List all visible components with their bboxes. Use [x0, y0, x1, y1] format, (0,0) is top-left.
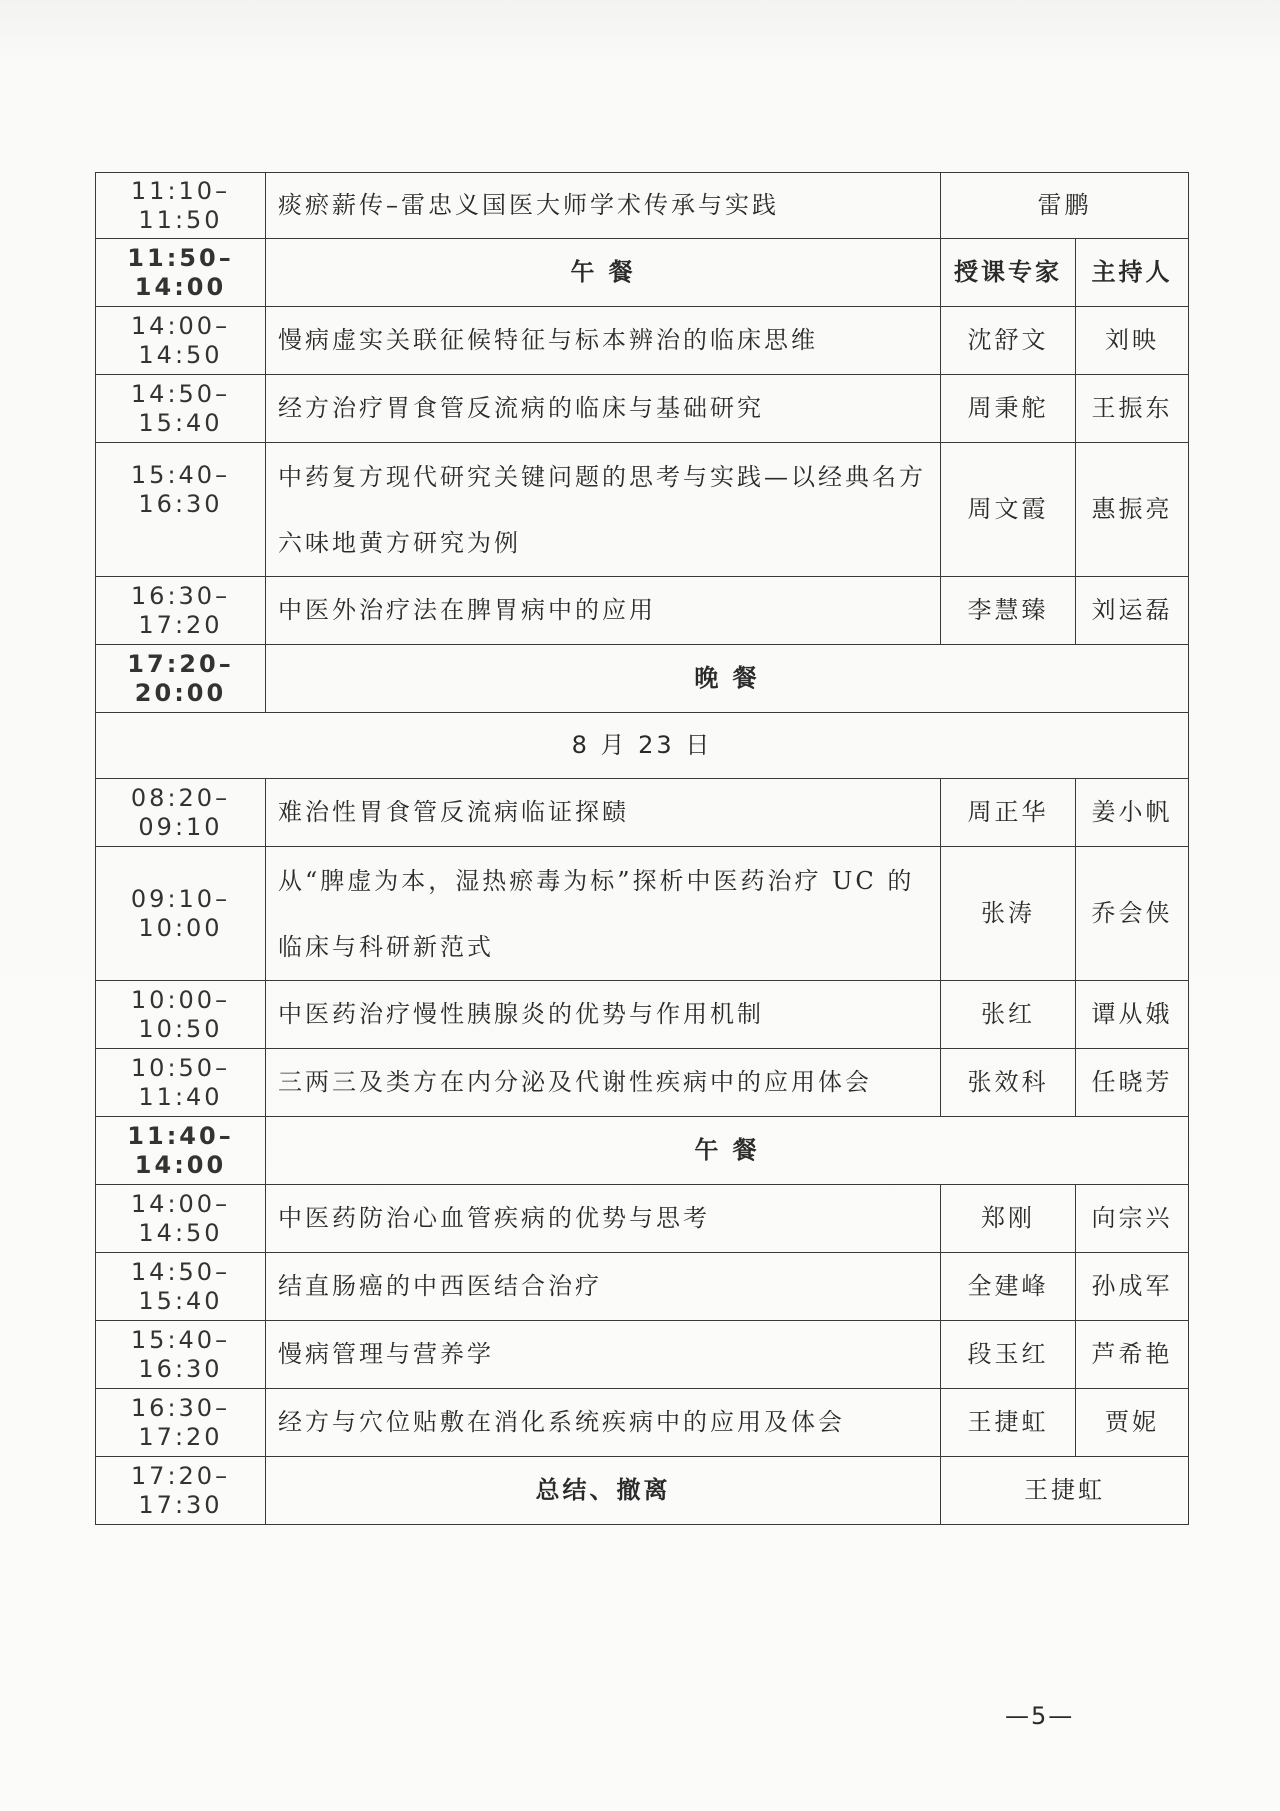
meal-label: 午 餐: [266, 1117, 1189, 1185]
time-cell: 15:40–16:30: [96, 443, 266, 577]
host-cell: 向宗兴: [1076, 1185, 1189, 1253]
schedule-row: [96, 847, 1189, 981]
host-cell: 刘运磊: [1076, 577, 1189, 645]
topic-cell: 慢病管理与营养学: [266, 1321, 941, 1389]
host-cell: 任晓芳: [1076, 1049, 1189, 1117]
host-cell: 乔会侠: [1076, 847, 1189, 981]
time-cell: 16:30–17:20: [96, 577, 266, 645]
schedule-row: [96, 307, 1189, 375]
time-cell: 14:50–15:40: [96, 375, 266, 443]
expert-cell: 周秉舵: [941, 375, 1076, 443]
expert-cell: 李慧臻: [941, 577, 1076, 645]
schedule-row: [96, 375, 1189, 443]
date-row: [96, 713, 1189, 779]
topic-cell: 难治性胃食管反流病临证探赜: [266, 779, 941, 847]
host-cell: 惠振亮: [1076, 443, 1189, 577]
expert-cell: 张效科: [941, 1049, 1076, 1117]
host-cell: 贾妮: [1076, 1389, 1189, 1457]
host-cell: 刘映: [1076, 307, 1189, 375]
schedule-row: [96, 1117, 1189, 1185]
time-cell: 14:50–15:40: [96, 1253, 266, 1321]
host-cell: 芦希艳: [1076, 1321, 1189, 1389]
expert-cell: 郑刚: [941, 1185, 1076, 1253]
topic-cell: 三两三及类方在内分泌及代谢性疾病中的应用体会: [266, 1049, 941, 1117]
topic-cell: 中药复方现代研究关键问题的思考与实践—以经典名方六味地黄方研究为例: [266, 443, 941, 577]
time-cell: 14:00–14:50: [96, 1185, 266, 1253]
schedule-row: [96, 981, 1189, 1049]
expert-cell: 沈舒文: [941, 307, 1076, 375]
topic-cell: 中医药治疗慢性胰腺炎的优势与作用机制: [266, 981, 941, 1049]
time-cell: 16:30–17:20: [96, 1389, 266, 1457]
expert-cell: 王捷虹: [941, 1389, 1076, 1457]
host-cell: 姜小帆: [1076, 779, 1189, 847]
date-heading: 8 月 23 日: [96, 713, 1189, 779]
topic-cell: 痰瘀薪传–雷忠义国医大师学术传承与实践: [266, 173, 941, 239]
schedule-row: [96, 1049, 1189, 1117]
time-cell: 11:10–11:50: [96, 173, 266, 239]
expert-cell: 全建峰: [941, 1253, 1076, 1321]
time-cell: 11:40–14:00: [96, 1117, 266, 1185]
schedule-row: [96, 1389, 1189, 1457]
time-cell: 09:10–10:00: [96, 847, 266, 981]
topic-cell: 结直肠癌的中西医结合治疗: [266, 1253, 941, 1321]
speaker-cell: 雷鹏: [941, 173, 1189, 239]
closing-label: 总结、撤离: [266, 1457, 941, 1525]
expert-cell: 张涛: [941, 847, 1076, 981]
time-cell: 17:20–17:30: [96, 1457, 266, 1525]
column-header-expert: 授课专家: [941, 239, 1076, 307]
schedule-row: [96, 1457, 1189, 1525]
column-header-host: 主持人: [1076, 239, 1189, 307]
schedule-row: [96, 1185, 1189, 1253]
time-cell: 08:20–09:10: [96, 779, 266, 847]
schedule-table: [95, 172, 1189, 1525]
meal-label: 晚 餐: [266, 645, 1189, 713]
topic-cell: 从“脾虚为本，湿热瘀毒为标”探析中医药治疗 UC 的临床与科研新范式: [266, 847, 941, 981]
time-cell: 10:00–10:50: [96, 981, 266, 1049]
topic-cell: 中医外治疗法在脾胃病中的应用: [266, 577, 941, 645]
topic-cell: 中医药防治心血管疾病的优势与思考: [266, 1185, 941, 1253]
host-cell: 孙成军: [1076, 1253, 1189, 1321]
host-cell: 王振东: [1076, 375, 1189, 443]
schedule-row: [96, 1253, 1189, 1321]
meal-label: 午 餐: [266, 239, 941, 307]
time-cell: 11:50–14:00: [96, 239, 266, 307]
time-cell: 17:20–20:00: [96, 645, 266, 713]
schedule-row: [96, 173, 1189, 239]
speaker-cell: 王捷虹: [941, 1457, 1189, 1525]
time-cell: 15:40–16:30: [96, 1321, 266, 1389]
schedule-row: [96, 577, 1189, 645]
time-cell: 14:00–14:50: [96, 307, 266, 375]
expert-cell: 张红: [941, 981, 1076, 1049]
page-number: —5—: [1005, 1702, 1075, 1730]
schedule-row: [96, 239, 1189, 307]
expert-cell: 周正华: [941, 779, 1076, 847]
schedule-row: [96, 645, 1189, 713]
schedule-row: [96, 443, 1189, 577]
expert-cell: 周文霞: [941, 443, 1076, 577]
topic-cell: 经方与穴位贴敷在消化系统疾病中的应用及体会: [266, 1389, 941, 1457]
host-cell: 谭从娥: [1076, 981, 1189, 1049]
topic-cell: 经方治疗胃食管反流病的临床与基础研究: [266, 375, 941, 443]
topic-cell: 慢病虚实关联征候特征与标本辨治的临床思维: [266, 307, 941, 375]
schedule-row: [96, 779, 1189, 847]
time-cell: 10:50–11:40: [96, 1049, 266, 1117]
expert-cell: 段玉红: [941, 1321, 1076, 1389]
schedule-row: [96, 1321, 1189, 1389]
